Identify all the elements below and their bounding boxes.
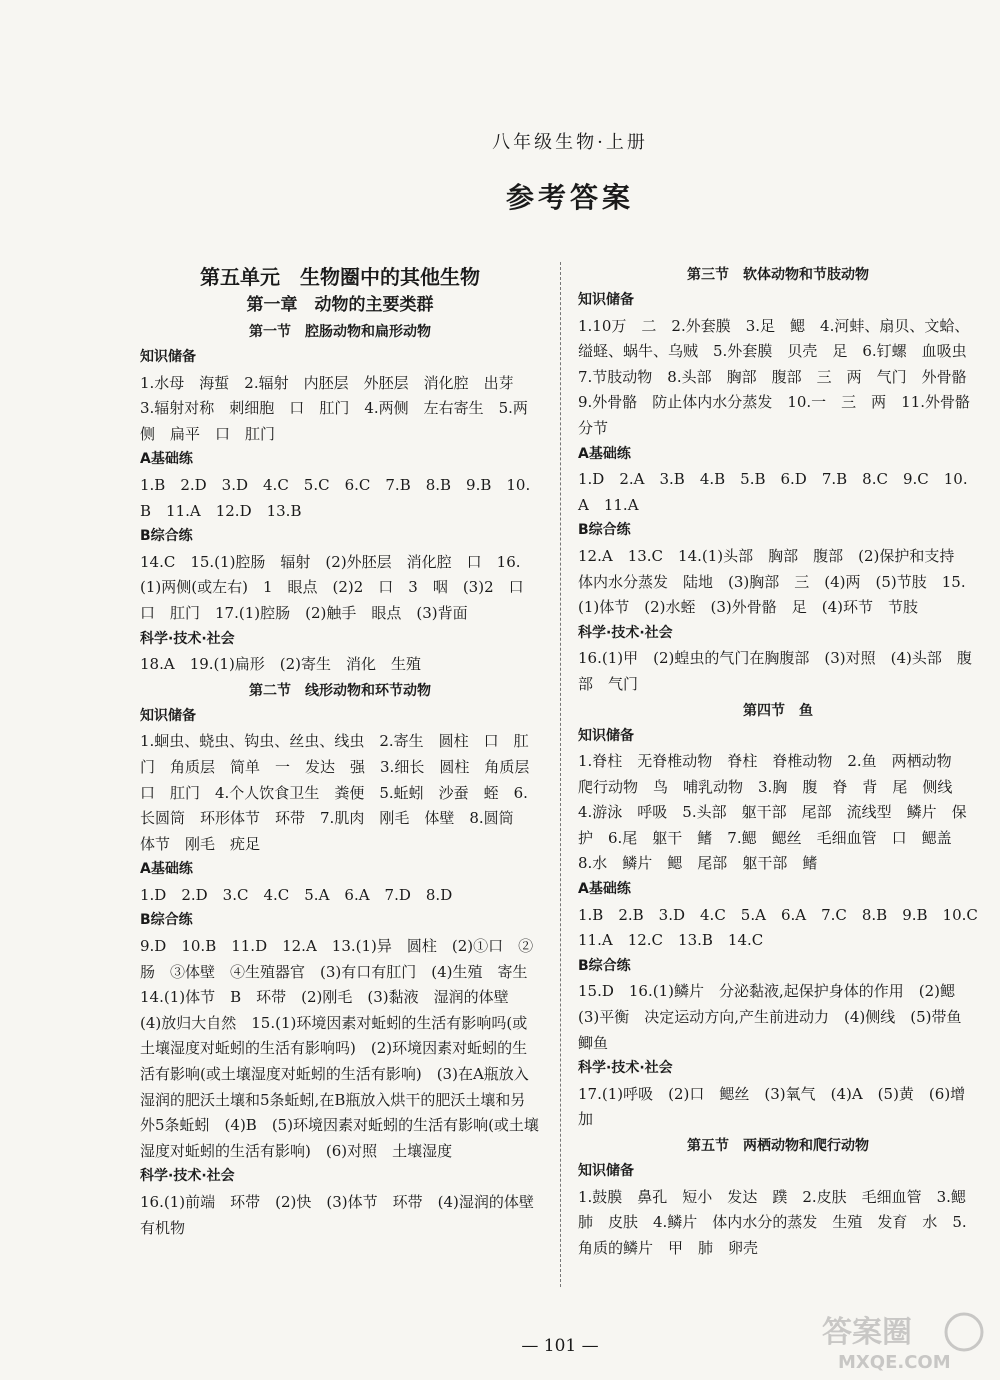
section-3-title: 第三节 软体动物和节肢动物 — [687, 267, 869, 283]
sec3-knowledge-answers: 1.10万 二 2.外套膜 3.足 鳃 4.河蚌、扇贝、文蛤、缢蛏、蜗牛、乌贼 5.外套膜 贝壳 足 6.钉螺 血吸虫 7.节肢动物 8.头部 胸部 腹部 三 两 气门 外骨骼 9.外骨骼 防止体内水分蒸发 10.一 三 两 11.外骨骼 分节 — [578, 316, 986, 437]
sec3-comprehensive-label: B综合练 — [578, 522, 631, 539]
watermark-text: 答案圈 — [822, 1315, 912, 1350]
sec2-basic-answers: 1.D 2.D 3.C 4.C 5.A 6.A 7.D 8.D — [140, 885, 453, 904]
watermark-logo — [818, 1308, 988, 1372]
sec4-knowledge-label: 知识储备 — [578, 727, 634, 744]
book-subject: 八年级生物·上册 — [492, 132, 648, 153]
watermark-domain: MXQE.COM — [838, 1352, 951, 1372]
sec2-knowledge-label: 知识储备 — [140, 707, 196, 724]
sec2-sts-answers: 16.(1)前端 环带 (2)快 (3)体节 环带 (4)湿润的体壁 有机物 — [140, 1193, 549, 1237]
sec1-knowledge-label: 知识储备 — [140, 349, 196, 365]
sec4-basic-label: A基础练 — [578, 881, 631, 898]
sec1-basic-label: A基础练 — [140, 451, 193, 468]
sec2-basic-label: A基础练 — [140, 861, 193, 878]
sec1-comprehensive-label: B综合练 — [140, 528, 193, 545]
sec4-basic-answers: 1.B 2.B 3.D 4.C 5.A 6.A 7.C 8.B 9.B 10.C 11.A 12.C 13.B 14.C — [578, 905, 993, 950]
left-column — [140, 262, 549, 1241]
sec1-basic-answers: 1.B 2.D 3.D 4.C 5.C 6.C 7.B 8.B 9.B 10.B 11.A 12.D 13.B — [140, 475, 531, 520]
sec5-knowledge-answers: 1.鼓膜 鼻孔 短小 发达 蹼 2.皮肤 毛细血管 3.鳃 肺 皮肤 4.鳞片 体内水分的蒸发 生殖 发育 水 5.角质的鳞片 甲 肺 卵壳 — [578, 1187, 981, 1257]
section-1-title: 第一节 腔肠动物和扁形动物 — [249, 324, 431, 340]
page-title: 参考答案 — [505, 181, 634, 214]
chapter-heading: 第一章 动物的主要类群 — [246, 295, 434, 315]
sec2-knowledge-answers: 1.蛔虫、蛲虫、钩虫、丝虫、线虫 2.寄生 圆柱 口 肛门 角质层 简单 一 发达 强 3.细长 圆柱 角质层 口 肛门 4.个人饮食卫生 粪便 5.蚯蚓 沙蚕 蛭 6.长圆筒 环形体节 环带 7.肌肉 刚毛 体壁 8.圆筒 体节 刚毛 疣足 — [140, 732, 545, 853]
sec2-comprehensive-label: B综合练 — [140, 912, 193, 929]
sec3-knowledge-label: 知识储备 — [578, 292, 634, 308]
unit-heading: 第五单元 生物圈中的其他生物 — [200, 265, 480, 289]
sec3-sts-answers: 16.(1)甲 (2)蝗虫的气门在胸腹部 (3)对照 (4)头部 腹部 气门 — [578, 649, 972, 693]
sec4-sts-answers: 17.(1)呼吸 (2)口 鳃丝 (3)氧气 (4)A (5)黄 (6)增加 — [578, 1084, 966, 1129]
sec4-comprehensive-label: B综合练 — [578, 957, 631, 974]
sec3-sts-label: 科学·技术·社会 — [578, 624, 673, 641]
sec3-basic-answers: 1.D 2.A 3.B 4.B 5.B 6.D 7.B 8.C 9.C 10.A 11.A — [578, 470, 968, 514]
sec1-knowledge-answers: 1.水母 海蜇 2.辐射 内胚层 外胚层 消化腔 出芽 3.辐射对称 刺细胞 口 肛门 4.两侧 左右寄生 5.两侧 扁平 口 肛门 — [140, 373, 529, 443]
sec4-comprehensive-answers: 15.D 16.(1)鳞片 分泌黏液,起保护身体的作用 (2)鳃 (3)平衡 决定运动方向,产生前进动力 (4)侧线 (5)带鱼 鲫鱼 — [578, 982, 977, 1052]
page-number-text: — 101 — — [521, 1336, 599, 1356]
sec2-sts-label: 科学·技术·社会 — [140, 1168, 235, 1185]
sec1-sts-answers: 18.A 19.(1)扁形 (2)寄生 消化 生殖 — [140, 655, 422, 674]
sec5-knowledge-label: 知识储备 — [578, 1163, 634, 1179]
sec4-knowledge-answers: 1.脊柱 无脊椎动物 脊柱 脊椎动物 2.鱼 两栖动物 爬行动物 鸟 哺乳动物 3.胸 腹 脊 背 尾 侧线 4.游泳 呼吸 5.头部 躯干部 尾部 流线型 鳞片 保护 6.尾 躯干 鳍 7.鳃 鳃丝 毛细血管 口 鳃盖 8.水 鳞片 鳃 尾部 躯干部 鳍 — [578, 752, 968, 873]
section-5-title: 第五节 两栖动物和爬行动物 — [687, 1138, 869, 1154]
sec3-comprehensive-answers: 12.A 13.C 14.(1)头部 胸部 腹部 (2)保护和支持 体内水分蒸发 陆地 (3)胸部 三 (4)两 (5)节肢 15.(1)体节 (2)水蛭 (3)外骨骼 足 (4)环节 节肢 — [578, 546, 970, 617]
section-4-title: 第四节 鱼 — [743, 702, 813, 719]
page-header — [0, 128, 1000, 216]
sec1-comprehensive-answers: 14.C 15.(1)腔肠 辐射 (2)外胚层 消化腔 口 16.(1)两侧(或左右) 1 眼点 (2)2 口 3 咽 (3)2 口 口 肛门 17.(1)腔肠 (2)触手 眼点 (3)背面 — [140, 552, 539, 622]
sec1-sts-label: 科学·技术·社会 — [140, 630, 235, 647]
sec2-comprehensive-answers: 9.D 10.B 11.D 12.A 13.(1)异 圆柱 (2)①口 ②肠 ③体壁 ④生殖器官 (3)有口有肛门 (4)生殖 寄生 14.(1)体节 B 环带 (2)刚毛 (3)黏液 湿润的体壁 (4)放归大自然 15.(1)环境因素对蚯蚓的生活有影响吗(或土壤湿度对蚯蚓的生活有影响吗) (2)环境因素对蚯蚓的生活有影响(或土壤湿度对蚯蚓的生活有影响) (3)在A瓶放入湿润的肥沃土壤和5条蚯蚓,在B瓶放入烘干的肥沃土壤和另外5条蚯蚓 (4)B (5)环境因素对蚯蚓的生活有影响(或土壤湿度对蚯蚓的生活有影响) (6)对照 土壤湿度 — [140, 937, 543, 1160]
right-column — [578, 262, 993, 1261]
column-divider — [560, 262, 561, 1287]
sec3-basic-label: A基础练 — [578, 445, 631, 462]
section-2-title: 第二节 线形动物和环节动物 — [249, 682, 431, 699]
sec4-sts-label: 科学·技术·社会 — [578, 1060, 673, 1077]
